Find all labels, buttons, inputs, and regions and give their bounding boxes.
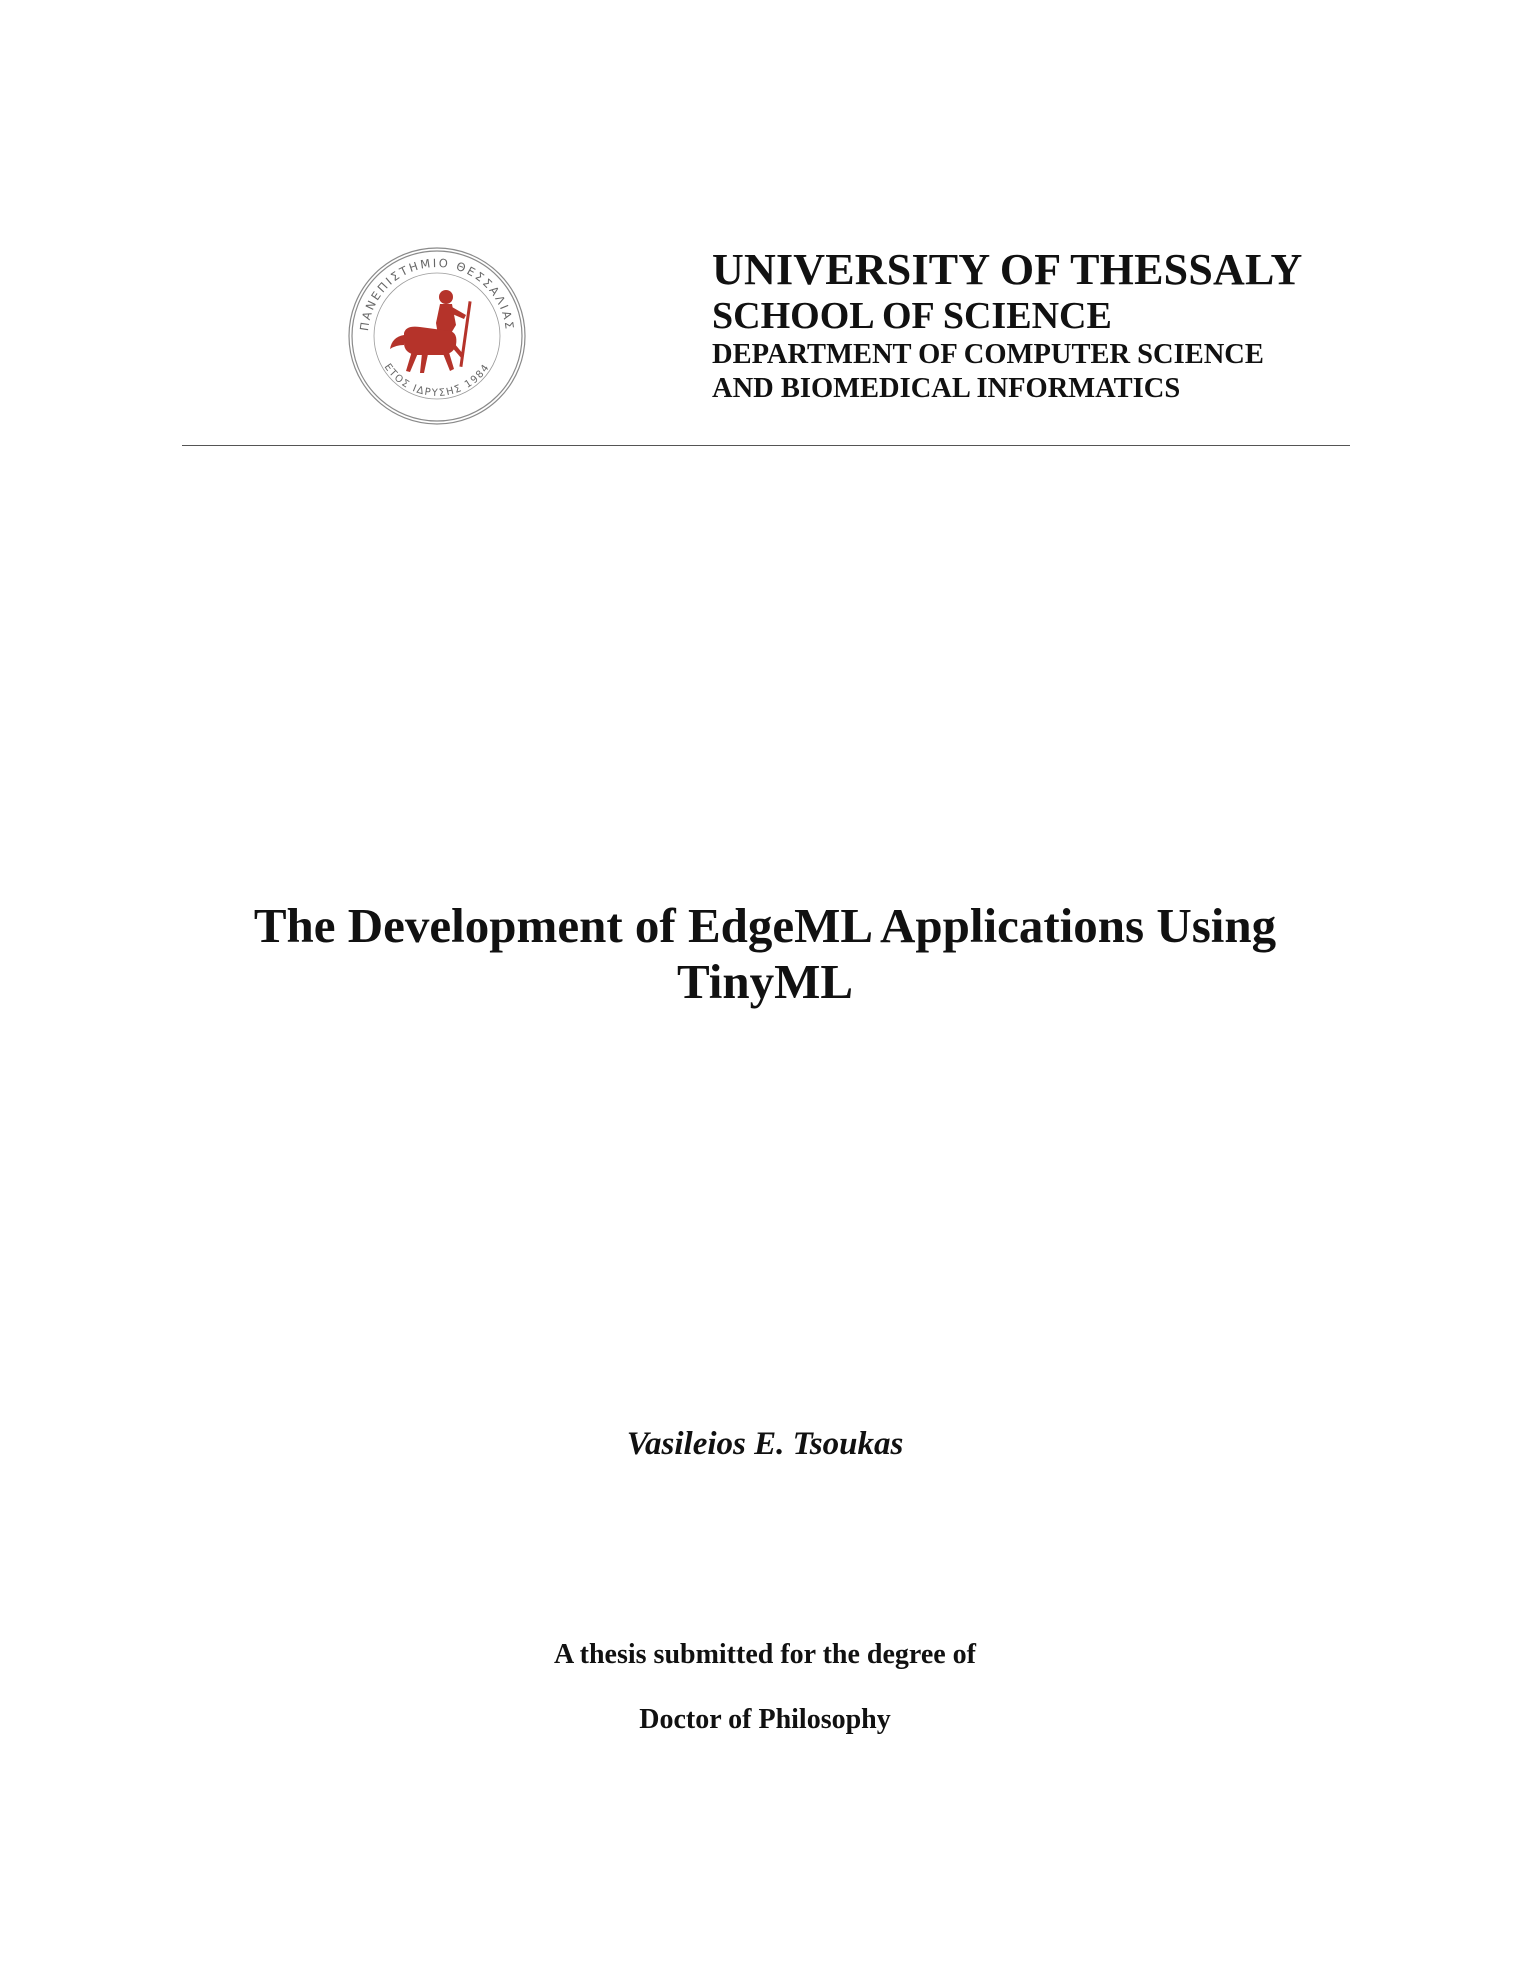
department-line-1: DEPARTMENT OF COMPUTER SCIENCE	[712, 339, 1264, 370]
thesis-title-line-1: The Development of EdgeML Applications Using	[253, 898, 1277, 953]
header-divider	[182, 445, 1350, 446]
university-name: UNIVERSITY OF THESSALY	[712, 245, 1303, 294]
centaur-icon	[390, 290, 472, 373]
seal-ring-text-top: ΠΑΝΕΠΙΣΤΗΜΙΟ ΘΕΣΣΑΛΙΑΣ	[357, 255, 517, 332]
department-line-2: AND BIOMEDICAL INFORMATICS	[712, 373, 1181, 404]
institution-header	[712, 246, 1412, 406]
school-name: SCHOOL OF SCIENCE	[712, 295, 1112, 337]
degree-statement: A thesis submitted for the degree of	[553, 1639, 977, 1670]
degree-name: Doctor of Philosophy	[639, 1704, 891, 1735]
thesis-title-line-2: TinyML	[676, 954, 854, 1009]
author-name: Vasileios E. Tsoukas	[626, 1426, 904, 1462]
seal-ring-text-bottom: ΕΤΟΣ ΙΔΡΥΣΗΣ 1984	[381, 361, 493, 399]
university-seal-icon	[346, 245, 528, 427]
svg-text:ΕΤΟΣ ΙΔΡΥΣΗΣ 1984	[382, 362, 493, 399]
thesis-title	[150, 898, 1380, 1010]
